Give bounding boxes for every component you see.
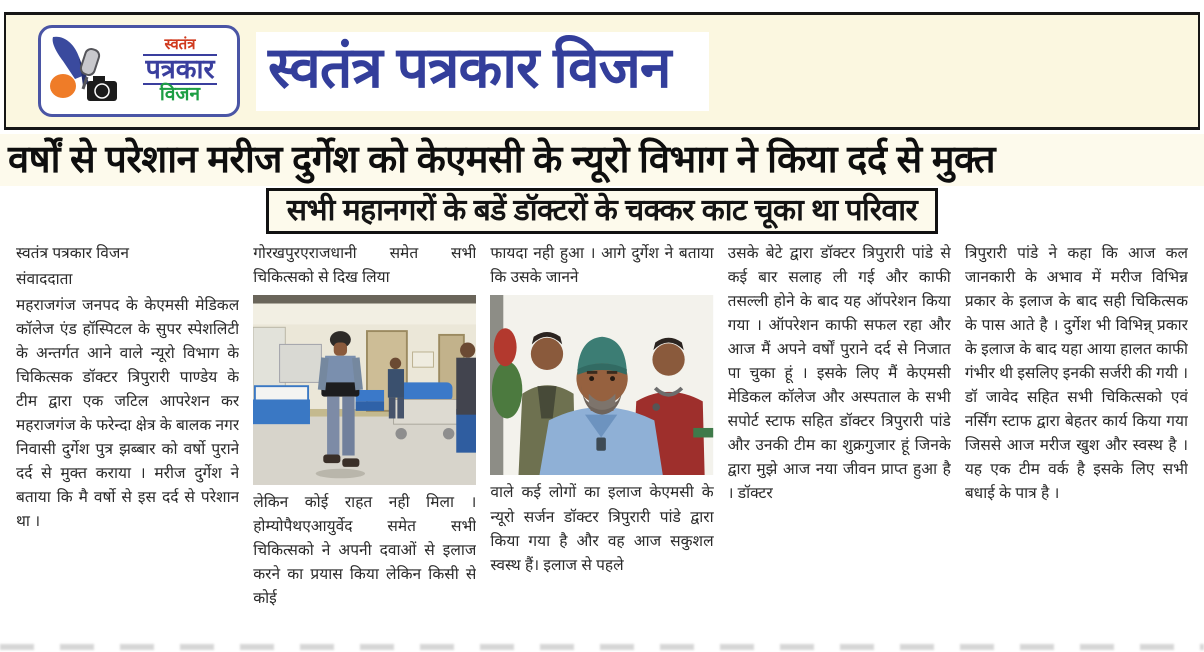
patient-portrait-photo bbox=[490, 295, 713, 475]
article-column-1 bbox=[16, 242, 239, 638]
subheadline: सभी महानगरों के बडें डॉक्टरों के चक्कर काट चूका था परिवार bbox=[266, 188, 939, 234]
subheadline-row bbox=[0, 188, 1204, 234]
column-3-bottom-text: वाले कई लोगों का इलाज केएमसी के न्यूरो सर्जन डॉक्टर त्रिपुरारी पांडे द्वारा किया गया है और वह आज सकुशल स्वस्थ हैं। इलाज से पहले bbox=[490, 484, 714, 574]
column-2-bottom-text: लेकिन कोई राहत नही मिला । होम्योपैथएआयुर्वेद समेत सभी चिकित्सको ने अपनी दवाओं से इलाज करने का प्रयास किया लेकिन किसी से कोई bbox=[253, 493, 477, 608]
newspaper-logo bbox=[38, 25, 240, 117]
article-body bbox=[0, 242, 1204, 638]
logo-text bbox=[129, 37, 237, 104]
hospital-ward-photo bbox=[253, 295, 476, 485]
article-column-2 bbox=[253, 242, 476, 638]
masthead bbox=[4, 12, 1200, 130]
logo-word-1: स्वतंत्र bbox=[164, 36, 196, 54]
masthead-title: स्वतंत्र पत्रकार विजन bbox=[256, 32, 709, 111]
column-4-text: उसके बेटे द्वारा डॉक्टर त्रिपुरारी पांडे से कई बार सलाह ली गई और काफी तसल्ली होने के बाद यह ऑपरेशन किया गया । ऑपरेशन काफी सफल रहा और आज मैं अपने वर्षों पुराने दर्द से निजात पा चुका हूं । इसके लिए मैं केएमसी मेडिकल कॉलेज और अस्पताल के सभी सपोर्ट स्टाफ सहित डॉक्टर त्रिपुरारी पांडे और उनकी टीम का शुक्रगुजार हूं जिनके द्वारा मुझे आज नया जीवन प्राप्त हुआ है । डॉक्टर bbox=[727, 245, 951, 503]
byline-agency: स्वतंत्र पत्रकार विजन bbox=[16, 245, 130, 262]
pen-mic-camera-icon bbox=[45, 31, 129, 111]
byline-correspondent: संवाददाता bbox=[16, 271, 73, 289]
article-column-3 bbox=[490, 242, 713, 638]
scan-cutoff-text-remnant bbox=[0, 644, 1204, 650]
column-5-text: त्रिपुरारी पांडे ने कहा कि आज कल जानकारी के अभाव में मरीज विभिन्न प्रकार के इलाज के बाद सही चिकित्सक के पास आते है । दुर्गेश भी विभिन्न् प्रकार के इलाज के बाद यहा आया हालत काफी गंभीर थी इसलिए इनकी सर्जरी की गयी । डॉ जावेद सहित सभी चिकित्सको एवं नर्सिंग स्टाफ द्वारा बेहतर कार्य किया गया जिससे आज मरीज खुश और स्वस्थ है । यह एक टीम वर्क है इसके लिए सभी बधाई के पात्र है । bbox=[964, 245, 1189, 503]
logo-word-3: विजन bbox=[159, 84, 201, 106]
main-headline: वर्षों से परेशान मरीज दुर्गेश को केएमसी के न्यूरो विभाग ने किया दर्द से मुक्त bbox=[0, 134, 1204, 186]
column-2-top-text: गोरखपुरएराजधानी समेत सभी चिकित्सको से दिख लिया bbox=[253, 245, 477, 287]
article-column-5 bbox=[965, 242, 1188, 638]
article-column-4 bbox=[728, 242, 951, 638]
logo-word-2: पत्रकार bbox=[145, 53, 215, 84]
column-1-text: महराजगंज जनपद के केएमसी मेडिकल कॉलेज एंड हॉस्पिटल के सुपर स्पेशलिटी के अन्तर्गत आने वाले न्यूरो विभाग के चिकित्सक डॉक्टर त्रिपुरारी पाण्डेय के टीम द्वारा एक जटिल आपरेशन कर महराजगंज के फरेन्दा क्षेत्र के बालक नगर निवासी दुर्गेश पुत्र झब्बार को वर्षो पुराने दर्द से मुक्त कराया । मरीज दुर्गेश ने बताया कि मै वर्षो से इस दर्द से परेशान था । bbox=[16, 297, 240, 531]
column-3-top-text: फायदा नही हुआ । आगे दुर्गेश ने बताया कि उसके जानने bbox=[490, 245, 714, 287]
